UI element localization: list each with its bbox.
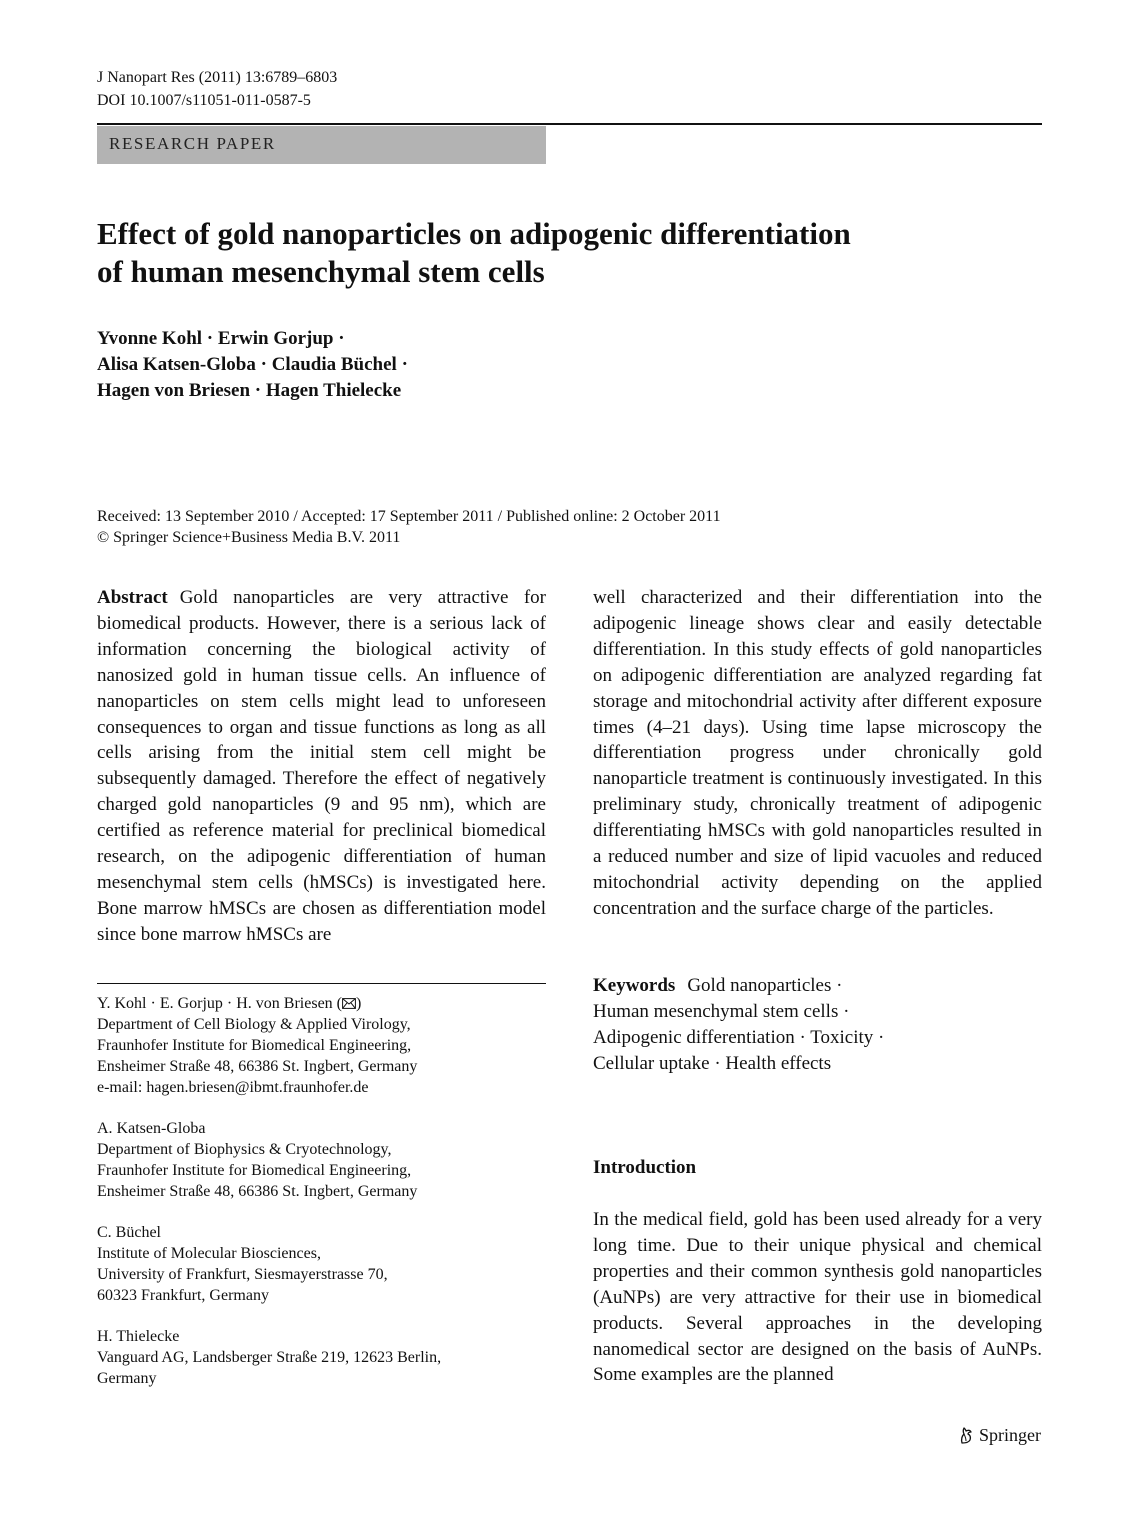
affiliation-line: Institute of Molecular Biosciences, bbox=[97, 1245, 321, 1262]
keywords-label: Keywords bbox=[593, 975, 676, 996]
copyright-notice: © Springer Science+Business Media B.V. 2011 bbox=[97, 529, 401, 546]
abstract-continuation: well characterized and their differentiation into the adipogenic lineage shows clear and easily detectable differentiation. In this study effects of gold nanoparticles on adipogenic differentiation are analyzed regarding fat storage and mitochondrial activity after different exposure times (4–21 days). Using time lapse microscopy the differentiation progress under chronically gold nanoparticle treatment is continuously investigated. In this preliminary study, chronically treatment of adipogenic differentiating hMSCs with gold nanoparticles resulted in a reduced number and size of lipid vacuoles and reduced mitochondrial activity depending on the applied concentration and the surface charge of the particles. bbox=[593, 587, 1042, 919]
abstract-text: Gold nanoparticles are very attractive for biomedical products. However, there is a serious lack of information concerning the biological activity of nanosized gold in human tissue cells. An influence of nanoparticles on stem cells might lead to unforeseen consequences to organ and tissue functions as long as all cells arising from the initial stem cell might be subsequently damaged. Therefore the effect of negatively charged gold nanoparticles (9 and 95 nm), which are certified as reference material for preclinical biomedical research, on the adipogenic differentiation of human mesenchymal stem cells (hMSCs) is investigated here. Bone marrow hMSCs are chosen as differentiation model since bone marrow hMSCs are bbox=[97, 587, 546, 945]
affiliation-block bbox=[97, 1222, 546, 1306]
author-line: Yvonne Kohl · Erwin Gorjup · bbox=[97, 328, 345, 349]
publisher-logo bbox=[956, 1424, 1041, 1446]
footnote-rule bbox=[97, 983, 546, 984]
springer-horse-icon bbox=[956, 1425, 976, 1445]
affiliation-names: H. Thielecke bbox=[97, 1328, 180, 1345]
title-line: Effect of gold nanoparticles on adipogenic differentiation bbox=[97, 216, 851, 251]
paper-title bbox=[97, 215, 997, 291]
affiliations bbox=[97, 993, 546, 1409]
keywords bbox=[593, 973, 1042, 1077]
affiliation-line: Department of Cell Biology & Applied Virology, bbox=[97, 1016, 411, 1033]
affiliation-names: C. Büchel bbox=[97, 1224, 161, 1241]
doi: DOI 10.1007/s11051-011-0587-5 bbox=[97, 92, 311, 109]
affiliation-line: Ensheimer Straße 48, 66386 St. Ingbert, Germany bbox=[97, 1058, 418, 1075]
affiliation-line: Department of Biophysics & Cryotechnology, bbox=[97, 1141, 392, 1158]
affiliation-names-text: Y. Kohl · E. Gorjup · H. von Briesen ( bbox=[97, 995, 343, 1012]
affiliation-line: Vanguard AG, Landsberger Straße 219, 12623 Berlin, bbox=[97, 1349, 442, 1366]
keywords-line: Human mesenchymal stem cells · bbox=[593, 1000, 850, 1022]
affiliation-line: Fraunhofer Institute for Biomedical Engineering, bbox=[97, 1037, 412, 1054]
introduction-text: In the medical field, gold has been used already for a very long time. Due to their unique physical and chemical properties and their common synthesis gold nanoparticles (AuNPs) are very attractive for their use in biomedical products. Several approaches in the developing nanomedical sector are designed on the basis of AuNPs. Some examples are the planned bbox=[593, 1209, 1042, 1386]
affiliation-block bbox=[97, 993, 546, 1098]
affiliation-line: University of Frankfurt, Siesmayerstrasse 70, bbox=[97, 1266, 388, 1283]
abstract bbox=[97, 585, 546, 948]
affiliation-line: Ensheimer Straße 48, 66386 St. Ingbert, Germany bbox=[97, 1183, 418, 1200]
keywords-line bbox=[593, 973, 1042, 999]
author-line: Alisa Katsen-Globa · Claudia Büchel · bbox=[97, 354, 408, 375]
header-rule bbox=[97, 123, 1042, 125]
author-list bbox=[97, 326, 697, 404]
history-dates: Received: 13 September 2010 / Accepted: 17 September 2011 / Published online: 2 October 2011 bbox=[97, 508, 721, 525]
keywords-line: Cellular uptake · Health effects bbox=[593, 1052, 832, 1074]
publication-history bbox=[97, 506, 997, 548]
affiliation-line: Fraunhofer Institute for Biomedical Engineering, bbox=[97, 1162, 412, 1179]
affiliation-line: Germany bbox=[97, 1370, 157, 1387]
affiliation-names bbox=[97, 993, 546, 1014]
keyword-item: Gold nanoparticles · bbox=[687, 975, 843, 996]
section-heading-introduction: Introduction bbox=[593, 1157, 697, 1178]
affiliation-block bbox=[97, 1326, 546, 1389]
journal-reference: J Nanopart Res (2011) 13:6789–6803 bbox=[97, 69, 338, 86]
abstract-label: Abstract bbox=[97, 587, 168, 608]
title-line: of human mesenchymal stem cells bbox=[97, 254, 545, 289]
author-line: Hagen von Briesen · Hagen Thielecke bbox=[97, 380, 402, 401]
affiliation-names-close: ) bbox=[356, 995, 362, 1012]
contact-email: e-mail: hagen.briesen@ibmt.fraunhofer.de bbox=[97, 1079, 369, 1096]
affiliation-names: A. Katsen-Globa bbox=[97, 1120, 206, 1137]
article-type-banner: RESEARCH PAPER bbox=[97, 126, 546, 164]
envelope-icon bbox=[342, 998, 356, 1009]
publisher-name: Springer bbox=[979, 1425, 1041, 1445]
affiliation-line: 60323 Frankfurt, Germany bbox=[97, 1287, 269, 1304]
keywords-line: Adipogenic differentiation · Toxicity · bbox=[593, 1026, 885, 1048]
affiliation-block bbox=[97, 1118, 546, 1202]
